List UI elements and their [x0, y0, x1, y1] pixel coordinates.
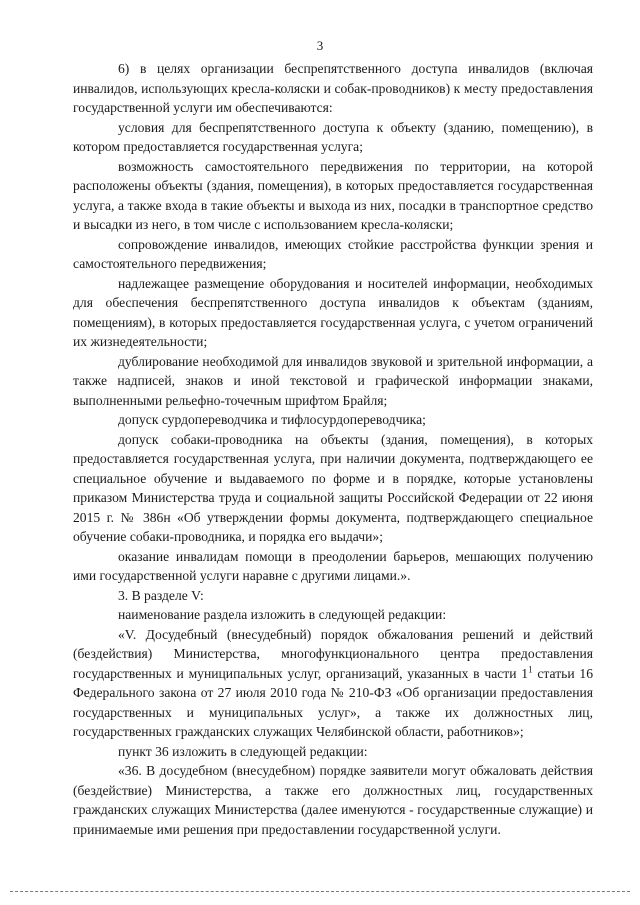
- paragraph: надлежащее размещение оборудования и носителей информации, необходимых для обеспечения беспрепятственного доступа инвалидов к объектам (зданиям, помещениям), в которых предоставляется государственная услуга, с учетом ограничений их жизнедеятельности;: [73, 275, 593, 349]
- paragraph: оказание инвалидам помощи в преодолении барьеров, мешающих получению ими государственной услуги наравне с другими лицами.».: [73, 548, 593, 583]
- document-body: [73, 59, 593, 839]
- paragraph: 3. В разделе V:: [118, 587, 204, 603]
- paragraph: 6) в целях организации беспрепятственного доступа инвалидов (включая инвалидов, использующих кресла-коляски и собак-проводников) к месту предоставления государственной услуги им обеспечиваются:: [73, 61, 593, 115]
- paragraph: допуск сурдопереводчика и тифлосурдопереводчика;: [118, 412, 426, 427]
- section-title-text-continued: статьи 16 Федерального закона от 27 июля 2010 года № 210-ФЗ «Об организации предоставления государственных и муниципальных услуг», а также их должностных лиц, государственных гражданских служащих Челябинской области, работников»;: [73, 665, 593, 739]
- section-title-text: «V. Досудебный (внесудебный) порядок обжалования решений и действий (бездействия) Министерства, многофункционального центра предоставления государственных и муниципальных услуг, организаций, указанных в части 1: [73, 626, 593, 681]
- paragraph: допуск собаки-проводника на объекты (здания, помещения), в которых предоставляется государственная услуга, при наличии документа, подтверждающего ее специальное обучение и выдаваемого по форме и в порядке, которые установлены приказом Министерства труда и социальной защиты Российской Федерации от 22 июня 2015 г. № 386н «Об утверждении формы документа, подтверждающего специальное обучение собаки-проводника, и порядка его выдачи»;: [73, 431, 593, 544]
- paragraph: дублирование необходимой для инвалидов звуковой и зрительной информации, а также надписей, знаков и иной текстовой и графической информации знаками, выполненными рельефно-точечным шрифтом Брайля;: [73, 353, 593, 408]
- section-title-paragraph: [73, 625, 593, 742]
- paragraph: условия для беспрепятственного доступа к объекту (зданию, помещению), в котором предоставляется государственная услуга;: [73, 119, 593, 154]
- paragraph: наименование раздела изложить в следующей редакции:: [118, 607, 447, 622]
- page-number: 3: [316, 38, 324, 53]
- superscript: 1: [528, 663, 533, 674]
- paragraph: возможность самостоятельного передвижения по территории, на которой расположены объекты (здания, помещения), в которых предоставляется государственная услуга, а также входа в такие объекты и выхода из них, посадки в транспортное средство и высадки из него, в том числе с использованием кресла-коляски;: [73, 158, 593, 232]
- footer-divider: [10, 891, 630, 892]
- paragraph: сопровождение инвалидов, имеющих стойкие расстройства функции зрения и самостоятельного передвижения;: [73, 236, 593, 271]
- paragraph: пункт 36 изложить в следующей редакции:: [118, 743, 368, 759]
- paragraph: «36. В досудебном (внесудебном) порядке заявители могут обжаловать действия (бездействие) Министерства, а также его должностных лиц, государственных гражданских служащих Министерства (далее именуются - государственные служащие) и принимаемые ими решения при предоставлении государственной услуги.: [73, 763, 593, 837]
